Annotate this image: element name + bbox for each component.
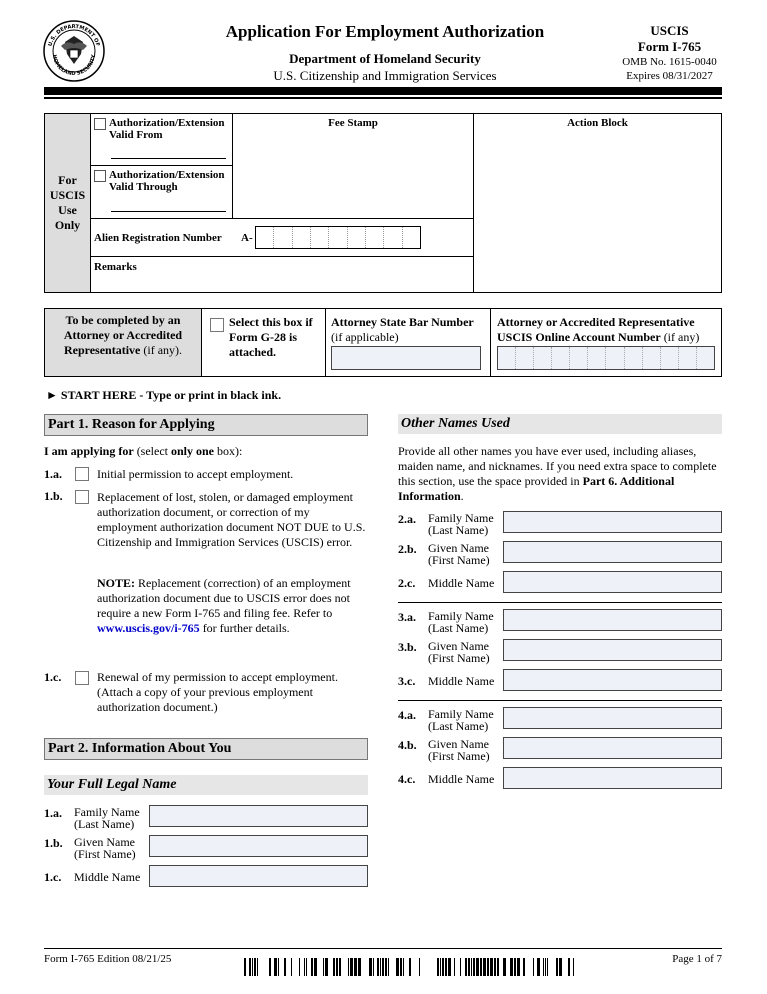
valid-through-cell — [91, 166, 233, 219]
bar-number-label-group — [331, 315, 491, 345]
use-label-line: USCIS — [49, 188, 86, 202]
omb-number: OMB No. 1615-0040 — [622, 56, 717, 68]
other-given-name-input[interactable] — [503, 541, 722, 563]
other-family-name-input[interactable] — [503, 609, 722, 631]
other-middle-name-input[interactable] — [503, 571, 722, 593]
start-here-text: START HERE - Type or print in black ink. — [60, 388, 282, 402]
other-names-intro-text: Provide all other names you have ever used, including aliases, maiden name, and nicknames. If you need extra space to complete this section, use the space provided in — [398, 444, 717, 488]
alien-reg-label: Alien Registration Number — [94, 232, 222, 244]
initial-permission-checkbox[interactable] — [75, 467, 89, 481]
item-number: 4.b. — [398, 738, 417, 752]
svg-text:HOMELAND SECURITY: HOMELAND SECURITY — [50, 54, 98, 78]
attorney-if-any: (if any). — [143, 343, 183, 357]
valid-from-line[interactable] — [111, 158, 226, 159]
other-given-name-input[interactable] — [503, 737, 722, 759]
g28-label: Select this box if Form G-28 is attached. — [229, 315, 313, 359]
replacement-checkbox[interactable] — [75, 490, 89, 504]
form-number: Form I-765 — [637, 39, 702, 54]
item-number: 3.a. — [398, 610, 416, 624]
account-number-label: Attorney or Accredited Representative USCIS Online Account Number — [497, 315, 695, 344]
item-number: 2.a. — [398, 512, 416, 526]
item-number: 1.c. — [44, 670, 62, 684]
other-family-name-input[interactable] — [503, 511, 722, 533]
field-label-main: Middle Name — [428, 772, 495, 786]
footer-page-number: Page 1 of 7 — [672, 953, 722, 965]
field-label-sub: (First Name) — [74, 847, 136, 861]
use-label-line: For — [58, 173, 77, 187]
field-label-main: Family Name — [428, 511, 494, 525]
attorney-instructions — [45, 309, 202, 376]
item-number: 1.c. — [44, 870, 62, 884]
remarks-label: Remarks — [94, 261, 137, 273]
field-label-main: Given Name — [428, 541, 489, 555]
item-number: 1.b. — [44, 836, 63, 850]
field-label — [428, 542, 490, 566]
field-label — [74, 806, 140, 830]
other-family-name-input[interactable] — [503, 707, 722, 729]
item-number: 2.b. — [398, 542, 417, 556]
family-name-input[interactable] — [149, 805, 368, 827]
action-block-label: Action Block — [567, 117, 628, 129]
item-number: 3.b. — [398, 640, 417, 654]
item-number: 1.a. — [44, 806, 62, 820]
dhs-seal-icon — [43, 20, 105, 82]
field-label-sub: (First Name) — [428, 651, 490, 665]
department-name: Department of Homeland Security — [289, 51, 481, 66]
note-text: Replacement (correction) of an employment authorization document due to USCIS error does not require a new Form I-765 and filing fee. Refer to — [97, 576, 351, 620]
field-label — [428, 738, 490, 762]
field-label-sub: (First Name) — [428, 553, 490, 567]
part1-intro — [44, 444, 368, 459]
item-number: 2.c. — [398, 576, 416, 590]
bar-number-note: (if applicable) — [331, 330, 399, 344]
field-label-main: Family Name — [428, 609, 494, 623]
alien-reg-input[interactable] — [255, 226, 421, 249]
field-label — [428, 708, 494, 732]
attorney-instructions-text: To be completed by an Attorney or Accredited Representative — [63, 313, 183, 357]
field-label-main: Middle Name — [74, 870, 141, 884]
item-number: 1.a. — [44, 467, 62, 481]
other-middle-name-input[interactable] — [503, 767, 722, 789]
account-number-label-group — [497, 315, 719, 345]
barcode-icon — [244, 958, 574, 976]
field-label — [74, 836, 136, 860]
field-label — [428, 610, 494, 634]
remarks-cell — [91, 257, 474, 292]
g28-checkbox[interactable] — [210, 318, 224, 332]
bar-number-label: Attorney State Bar Number — [331, 315, 474, 329]
middle-name-input[interactable] — [149, 865, 368, 887]
field-label-sub: (Last Name) — [428, 523, 489, 537]
note-end: for further details. — [202, 621, 290, 635]
note-label: NOTE: — [97, 576, 136, 590]
other-names-intro-end: . — [460, 489, 464, 503]
fee-stamp-label: Fee Stamp — [328, 117, 378, 129]
group-divider — [398, 700, 722, 701]
field-label-main: Given Name — [428, 737, 489, 751]
item-number: 3.c. — [398, 674, 416, 688]
part1-heading: Part 1. Reason for Applying — [44, 414, 368, 436]
intro-only-one: only one — [171, 444, 215, 458]
item-number: 4.a. — [398, 708, 416, 722]
renewal-checkbox[interactable] — [75, 671, 89, 685]
bar-number-input[interactable] — [331, 346, 481, 370]
field-label-sub: (First Name) — [428, 749, 490, 763]
valid-through-label: Authorization/Extension Valid Through — [109, 169, 225, 193]
use-label-line: Only — [54, 218, 81, 232]
uscis-use-label — [45, 114, 91, 292]
account-number-input[interactable] — [497, 346, 715, 370]
item-text: Replacement of lost, stolen, or damaged employment authorization document, or correction of my employment authorization document NOT DUE to U.S. Citizenship and Immigration Services (USCIS) error. — [97, 490, 366, 549]
valid-from-cell — [91, 114, 233, 166]
intro-bold: I am applying for — [44, 444, 134, 458]
agency-name: U.S. Citizenship and Immigration Services — [273, 68, 497, 83]
valid-through-checkbox[interactable] — [94, 170, 106, 182]
attorney-divider — [490, 309, 491, 376]
arrow-right-icon: ► — [46, 388, 58, 402]
uscis-i765-link[interactable]: www.uscis.gov/i-765 — [97, 621, 200, 635]
other-middle-name-input[interactable] — [503, 669, 722, 691]
field-label — [428, 512, 494, 536]
form-info — [612, 23, 727, 83]
item-number: 1.b. — [44, 489, 63, 503]
footer-form-edition: Form I-765 Edition 08/21/25 — [44, 953, 172, 965]
attorney-divider — [325, 309, 326, 376]
header-rule-thin — [44, 97, 722, 99]
footer-rule — [44, 948, 722, 949]
valid-through-line[interactable] — [111, 211, 226, 212]
item-text: Initial permission to accept employment. — [97, 467, 294, 481]
field-label-main: Middle Name — [428, 674, 495, 688]
group-divider — [398, 602, 722, 603]
field-label-main: Middle Name — [428, 576, 495, 590]
field-label-sub: (Last Name) — [428, 621, 489, 635]
a-prefix: A- — [241, 232, 253, 244]
field-label-sub: (Last Name) — [74, 817, 135, 831]
form-agency: USCIS — [650, 23, 689, 38]
part1-note — [97, 576, 369, 636]
attorney-block — [44, 308, 722, 377]
fee-stamp-cell — [233, 114, 474, 219]
part2-heading: Part 2. Information About You — [44, 738, 368, 760]
other-names-intro-bold: Part 6. Additional Information — [398, 474, 675, 503]
alien-reg-cell — [91, 219, 474, 257]
action-block-cell — [474, 114, 721, 292]
field-label — [428, 640, 490, 664]
field-label-main: Family Name — [428, 707, 494, 721]
expiration-date: Expires 08/31/2027 — [626, 70, 713, 82]
account-number-note: (if any) — [663, 330, 700, 344]
other-given-name-input[interactable] — [503, 639, 722, 661]
use-label-line: Use — [58, 203, 77, 217]
field-label-sub: (Last Name) — [428, 719, 489, 733]
field-label-main: Family Name — [74, 805, 140, 819]
full-legal-name-heading: Your Full Legal Name — [44, 775, 368, 795]
svg-text:U.S. DEPARTMENT OF: U.S. DEPARTMENT OF — [47, 23, 101, 48]
intro-rest: (select — [136, 444, 168, 458]
field-label-main: Given Name — [428, 639, 489, 653]
intro-end: box): — [217, 444, 243, 458]
item-text: Renewal of my permission to accept employment. (Attach a copy of your previous employment authorization document.) — [97, 670, 338, 714]
field-label-main: Given Name — [74, 835, 135, 849]
form-title: Application For Employment Authorization — [225, 22, 545, 41]
given-name-input[interactable] — [149, 835, 368, 857]
valid-from-checkbox[interactable] — [94, 118, 106, 130]
valid-from-label: Authorization/Extension Valid From — [109, 117, 225, 141]
start-here — [46, 388, 281, 403]
other-names-intro — [398, 444, 722, 504]
item-number: 4.c. — [398, 772, 416, 786]
uscis-use-block — [44, 113, 722, 293]
other-names-heading: Other Names Used — [398, 414, 722, 434]
header-rule — [44, 87, 722, 95]
